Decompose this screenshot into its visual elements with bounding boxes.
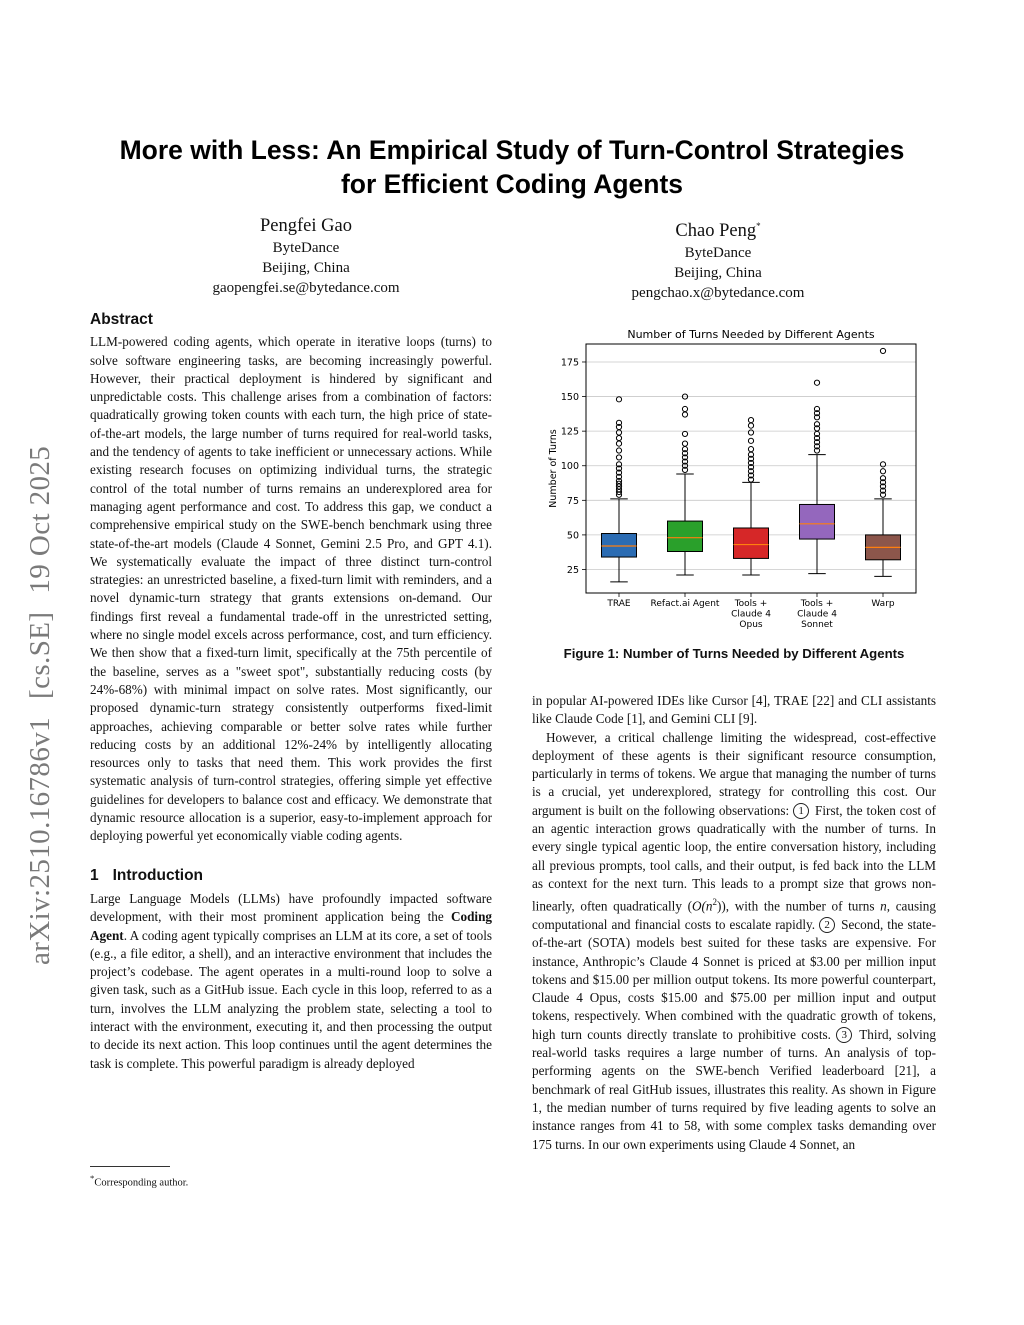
x-tick-label: Refact.ai Agent: [650, 599, 720, 609]
circled-number-1: 1: [793, 803, 809, 819]
outlier-point: [880, 462, 885, 467]
outlier-point: [880, 348, 885, 353]
author-name: Pengfei Gao: [260, 216, 352, 236]
box-2: [734, 528, 769, 558]
outlier-point: [682, 412, 687, 417]
intro-text: )): [717, 898, 726, 914]
section-heading-introduction: [90, 867, 492, 885]
variable-n: n: [880, 898, 887, 914]
right-column: [532, 692, 936, 1154]
arxiv-stamp: [24, 405, 57, 965]
outlier-point: [616, 441, 621, 446]
footnote-mark: *: [90, 1173, 95, 1183]
y-tick-label: 100: [560, 461, 579, 473]
outlier-point: [880, 469, 885, 474]
outlier-point: [616, 435, 621, 440]
outlier-point: [616, 397, 621, 402]
intro-text: . A coding agent typically comprises an LLM at its core, a set of tools (e.g., a file editor, a shell), and an interactive environment that includes the project’s codebase. The agent operates in a multi-round loop to solve a given task, such as a GitHub issue. Each cycle in this loop, referred to as a turn, involves the LLM analyzing the problem state, selecting a tool to interact with the environment, executing it, and then processing the output to decide its next action. This loop continues until the agent determines the task is complete. This powerful paradigm is already deployed: [90, 927, 492, 1071]
author-location: Beijing, China: [262, 260, 350, 276]
x-tick-label: Tools +: [800, 599, 834, 609]
intro-paragraph-1: [90, 890, 492, 1073]
outlier-point: [748, 447, 753, 452]
circled-number-2: 2: [819, 917, 835, 933]
y-tick-label: 175: [560, 357, 579, 369]
arxiv-date: 19 Oct 2025: [24, 445, 56, 594]
x-tick-label: TRAE: [607, 599, 631, 609]
exponent: 2: [712, 897, 717, 908]
x-tick-label: Opus: [739, 620, 763, 630]
y-tick-label: 125: [560, 426, 579, 438]
x-tick-label: Warp: [871, 599, 895, 609]
y-tick-label: 25: [566, 564, 579, 576]
outlier-point: [616, 455, 621, 460]
box-0: [602, 534, 637, 558]
corresponding-mark: *: [756, 221, 761, 231]
y-tick-label: 75: [566, 495, 579, 507]
figure-caption: Figure 1: Number of Turns Needed by Different Agents: [563, 646, 905, 661]
x-tick-label: Sonnet: [801, 620, 833, 630]
arxiv-id[interactable]: arXiv:2510.16786v1: [24, 716, 56, 965]
y-tick-label: 50: [566, 530, 579, 542]
x-tick-label: Claude 4: [797, 609, 837, 620]
y-tick-label: 150: [560, 392, 579, 404]
intro-text: , causing computational and financial costs to escalate rapidly.: [532, 898, 936, 932]
x-tick-label: Claude 4: [731, 609, 771, 620]
intro-text: Second, the state-of-the-art (SOTA) models best suited for these tasks are expensive. For instance, Anthropic’s Claude 4 Sonnet is priced at $3.00 per million input tokens and $15.00 per million output tokens. Its more powerful counterpart, Claude 4 Opus, costs $15.00 and $75.00 per million input and output tokens, respectively. When combined with the quadratic growth of tokens, high turn counts directly translate to prohibitive costs.: [532, 916, 936, 1042]
outlier-point: [748, 438, 753, 443]
x-tick-label: Tools +: [734, 599, 768, 609]
paper-title-line-2: for Efficient Coding Agents: [340, 169, 684, 199]
footnote-text: Corresponding author.: [94, 1177, 189, 1189]
intro-text: , with the number of turns: [725, 898, 881, 914]
abstract-heading: Abstract: [90, 311, 153, 328]
box-1: [668, 521, 703, 551]
author-block-1: [136, 214, 476, 298]
coding-agent-term: Coding Agent: [90, 909, 492, 943]
arxiv-category: [cs.SE]: [24, 611, 56, 699]
outlier-point: [682, 441, 687, 446]
paper-title: [80, 133, 944, 201]
outlier-point: [748, 430, 753, 435]
intro-paragraph-2: in popular AI-powered IDEs like Cursor [4], TRAE [22] and CLI assistants like Claude Code [1], and Gemini CLI [9].: [532, 693, 936, 727]
outlier-point: [682, 406, 687, 411]
footnote-rule: [90, 1166, 170, 1167]
author-affiliation: ByteDance: [684, 245, 752, 262]
intro-text: Third, solving real-world tasks requires a large number of turns. An analysis of top-performing agents on the SWE-bench Verified leaderboard [21], a benchmark of real GitHub issues, illustrates this reality. As shown in Figure 1, the median number of turns required by five leading agents to solve an instance ranges from 41 to 58, with some complex tasks demanding over 175 turns. In our own experiments using Claude 4 Sonnet, an: [532, 1026, 936, 1152]
big-o-notation: O(n: [691, 898, 713, 914]
outlier-point: [748, 417, 753, 422]
author-location: Beijing, China: [674, 265, 762, 282]
outlier-point: [682, 431, 687, 436]
box-3: [800, 504, 835, 539]
footnote: [90, 1173, 188, 1189]
section-number: 1: [90, 866, 99, 884]
author-email[interactable]: pengchao.x@bytedance.com: [631, 285, 805, 302]
author-name: Chao Peng: [675, 221, 757, 242]
author-name-with-mark: [548, 214, 888, 243]
outlier-point: [748, 423, 753, 428]
outlier-point: [616, 448, 621, 453]
circled-number-3: 3: [836, 1027, 852, 1043]
y-axis-label: Number of Turns: [548, 429, 559, 508]
section-title: Introduction: [112, 866, 204, 884]
chart-title: Number of Turns Needed by Different Agents: [627, 328, 875, 341]
left-column: [90, 311, 492, 1073]
boxplot-chart: [532, 326, 936, 636]
author-email[interactable]: gaopengfei.se@bytedance.com: [212, 280, 400, 296]
abstract-text: LLM-powered coding agents, which operate in iterative loops (turns) to solve software engineering tasks, are becoming increasingly powerful. However, their practical deployment is hindered by significant and unpredictable costs. This challenge arises from a combination of factors: quadratically growing token counts with each turn, the high price of state-of-the-art models, the large number of turns required for real-world tasks, and the tendency of agents to take inefficient or unnecessary actions. While existing research focuses on optimizing individual turns, the strategic control of the total number of turns remains an underexplored area for managing agent performance and cost. To address this gap, we conduct a comprehensive empirical study on the SWE-bench benchmark using three state-of-the-art models (Claude 4 Sonnet, Gemini 2.5 Pro, and GPT 4.1). We systematically evaluate the impact of three distinct turn-control strategies: an unrestricted baseline, a fixed-turn limit with reminders, and a novel dynamic-turn strategy that grants extensions on-demand. Our findings first reveal a fundamental trade-off in the unrestricted setting, where no single model excels across performance, cost, and turn efficiency. We then show that a fixed-turn limit, specifically at the 75th percentile of the baseline, serves as a "sweet spot", substantially reducing costs (by 24%-68%) with minimal impact on solve rates. Most significantly, our proposed dynamic-turn strategy consistently outperforms fixed-limit approaches, achieving comparable or better solve rates while further reducing costs by an additional 12%-24% by intelligently allocating resources only to tasks that need them. This work provides the first systematic analysis of turn-control strategies, offering simple yet effective guidelines for developers to balance cost and efficacy. We demonstrate that dynamic resource allocation is a superior, easy-to-implement approach for deploying powerful yet economically viable coding agents.: [90, 334, 492, 844]
intro-text: Large Language Models (LLMs) have profoundly impacted software development, with their most prominent application being the: [90, 890, 492, 925]
author-affiliation: ByteDance: [272, 240, 340, 256]
outlier-point: [616, 430, 621, 435]
intro-text: However, a critical challenge limiting the widespread, cost-effective deployment of these agents is their significant resource consumption, particularly in terms of tokens. We argue that managing the number of turns is a crucial, yet underexplored, strategy for controlling this cost. Our argument is built on the following observations:: [532, 729, 936, 818]
intro-text: First, the token cost of an agentic interaction grows quadratically with the number of turns. In every single typical agentic loop, the entire conversation history, including all previous prompts, tool calls, and their output, is fed back into the LLM as context for the next turn. This leads to a prompt size that grows non-linearly, often quadratically (: [532, 802, 936, 914]
paper-title-line-1: More with Less: An Empirical Study of Turn-Control Strategies: [119, 135, 905, 165]
author-block-2: [548, 214, 888, 303]
intro-paragraph-3: [532, 729, 936, 1154]
outlier-point: [814, 380, 819, 385]
